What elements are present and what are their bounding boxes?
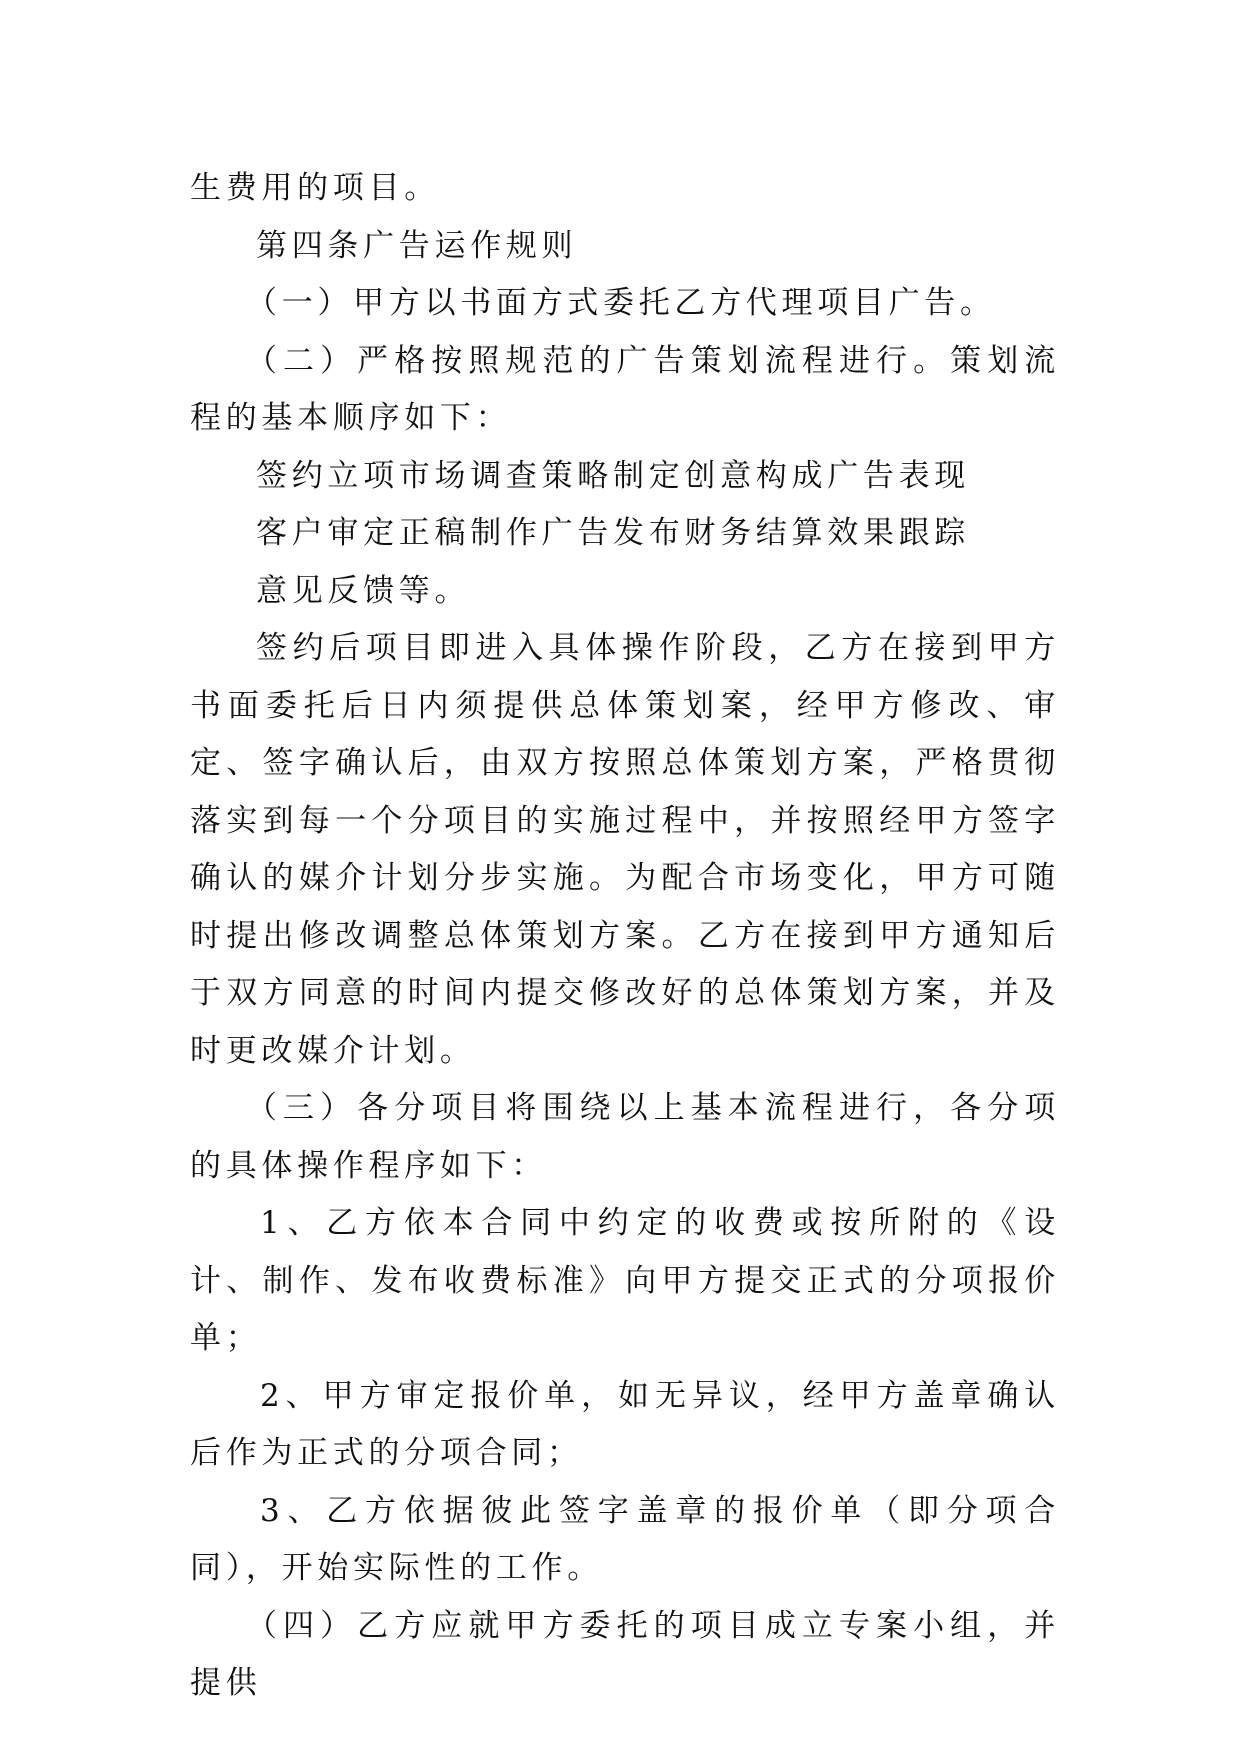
clause-1: （一）甲方以书面方式委托乙方代理项目广告。	[246, 285, 996, 321]
process-line-1: 签约立项市场调查策略制定创意构成广告表现	[256, 457, 970, 494]
clause-3: （三）各分项目将围绕以上基本流程进行，各分项的具体操作程序如下：	[190, 1090, 1060, 1184]
step-3: 3、乙方依据彼此签字盖章的报价单（即分项合同），开始实际性的工作。	[190, 1492, 1060, 1586]
step-1: 1、乙方依本合同中约定的收费或按所附的《设计、制作、发布收费标准》向甲方提交正式的分项报价单；	[190, 1205, 1060, 1356]
paragraph-operation: 签约后项目即进入具体操作阶段，乙方在接到甲方书面委托后日内须提供总体策划案，经甲方修改、审定、签字确认后，由双方按照总体策划方案，严格贯彻落实到每一个分项目的实施过程中，并按照经甲方签字确认的媒介计划分步实施。为配合市场变化，甲方可随时提出修改调整总体策划方案。乙方在接到甲方通知后于双方同意的时间内提交修改好的总体策划方案，并及时更改媒介计划。	[190, 630, 1060, 1069]
document-body	[190, 160, 1060, 1713]
paragraph-continuation: 生费用的项目。	[190, 170, 440, 206]
process-line-3: 意见反馈等。	[256, 572, 471, 609]
clause-4: （四）乙方应就甲方委托的项目成立专案小组，并提供	[190, 1607, 1060, 1701]
clause-2: （二）严格按照规范的广告策划流程进行。策划流程的基本顺序如下：	[190, 342, 1060, 436]
step-2: 2、甲方审定报价单，如无异议，经甲方盖章确认后作为正式的分项合同；	[190, 1377, 1060, 1471]
process-line-2: 客户审定正稿制作广告发布财务结算效果跟踪	[256, 515, 970, 551]
article-heading: 第四条广告运作规则	[256, 227, 578, 264]
